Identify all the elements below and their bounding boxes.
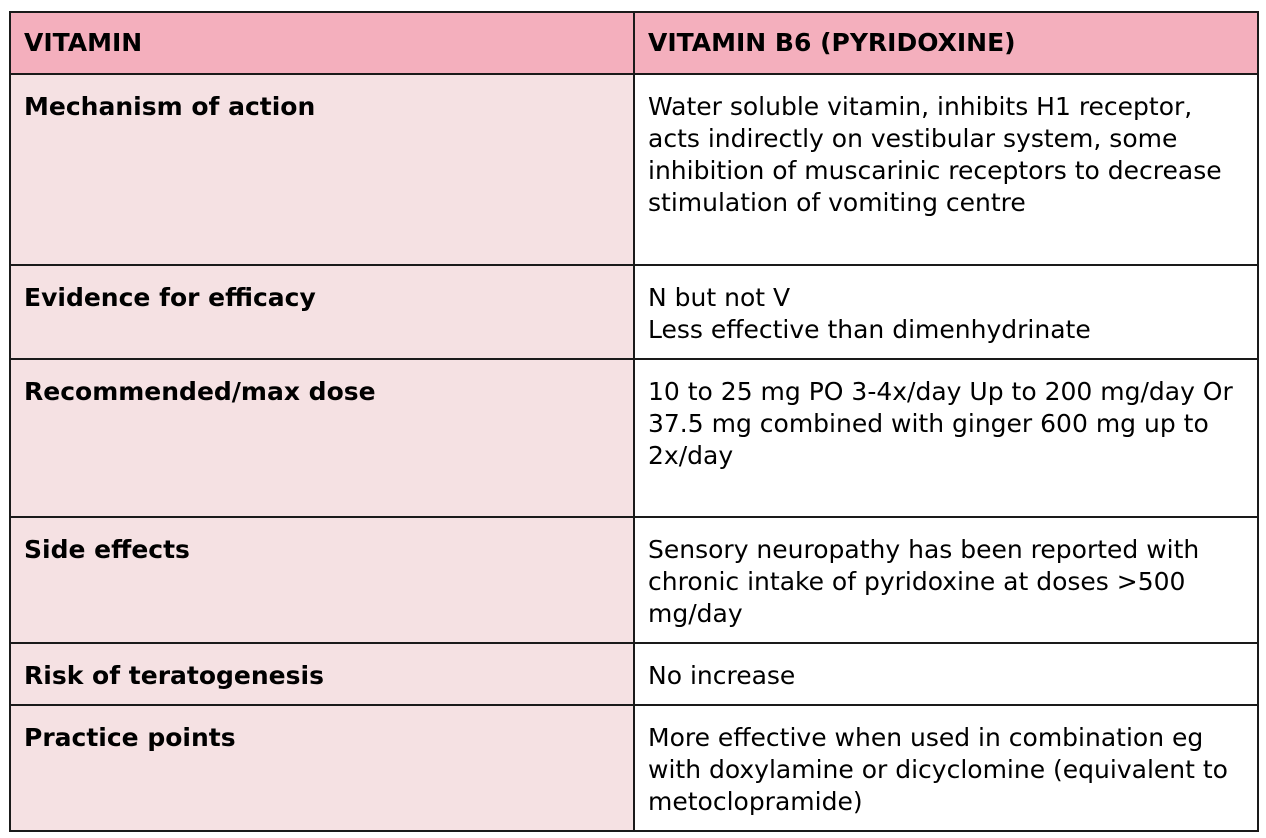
row-label-dose: Recommended/max dose (10, 359, 634, 517)
row-value-side-effects: Sensory neuropathy has been reported with chronic intake of pyridoxine at doses >500 mg/day (634, 517, 1258, 643)
table-row-mechanism (10, 74, 1258, 265)
efficacy-line-2: Less effective than dimenhydrinate (648, 315, 1091, 344)
efficacy-line-1: N but not V (648, 283, 791, 312)
header-vitamin-b6: VITAMIN B6 (PYRIDOXINE) (634, 12, 1258, 74)
vitamin-table (9, 11, 1259, 832)
row-value-efficacy (634, 265, 1258, 359)
row-label-efficacy: Evidence for efficacy (10, 265, 634, 359)
row-label-side-effects: Side effects (10, 517, 634, 643)
row-label-teratogenesis: Risk of teratogenesis (10, 643, 634, 705)
table-row-efficacy (10, 265, 1258, 359)
table-row-teratogenesis (10, 643, 1258, 705)
row-value-teratogenesis: No increase (634, 643, 1258, 705)
row-label-mechanism: Mechanism of action (10, 74, 634, 265)
table-header-row (10, 12, 1258, 74)
header-vitamin: VITAMIN (10, 12, 634, 74)
row-value-dose: 10 to 25 mg PO 3-4x/day Up to 200 mg/day Or 37.5 mg combined with ginger 600 mg up to 2x/day (634, 359, 1258, 517)
table-row-dose (10, 359, 1258, 517)
table-row-practice-points (10, 705, 1258, 831)
row-label-practice-points: Practice points (10, 705, 634, 831)
row-value-mechanism: Water soluble vitamin, inhibits H1 receptor, acts indirectly on vestibular system, some inhibition of muscarinic receptors to decrease stimulation of vomiting centre (634, 74, 1258, 265)
row-value-practice-points: More effective when used in combination eg with doxylamine or dicyclomine (equivalent to metoclopramide) (634, 705, 1258, 831)
table-row-side-effects (10, 517, 1258, 643)
